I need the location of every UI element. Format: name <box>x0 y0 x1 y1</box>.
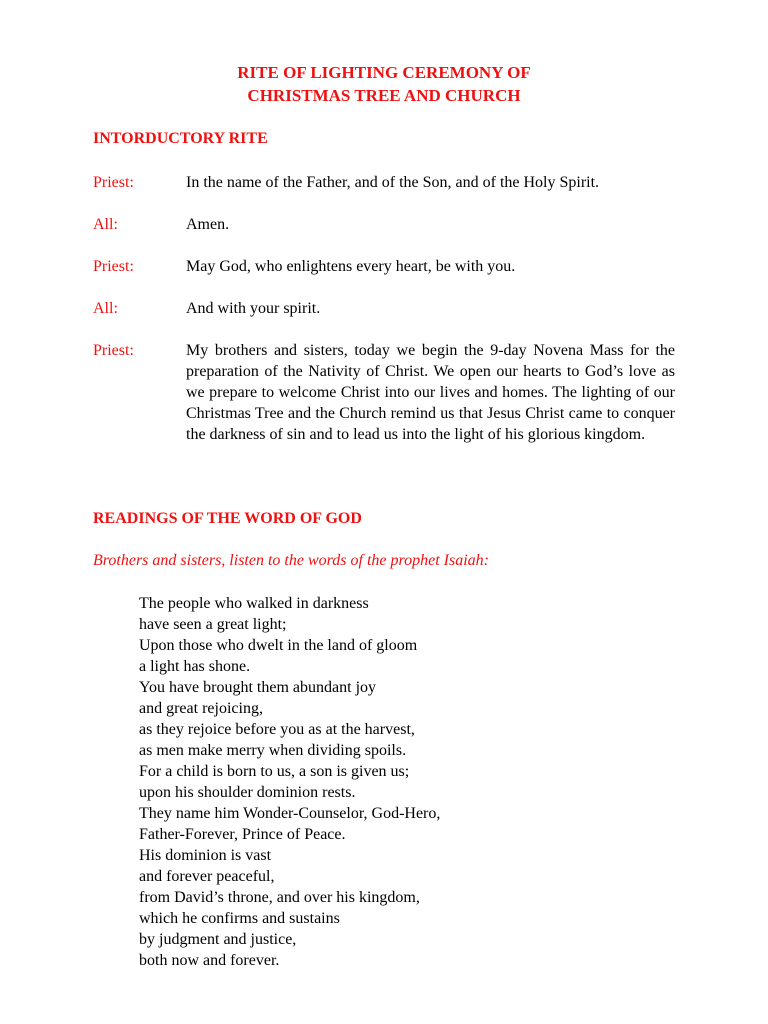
section-heading-readings: READINGS OF THE WORD OF GOD <box>93 510 362 527</box>
speaker-label: All: <box>93 300 118 317</box>
reading-line: from David’s throne, and over his kingdom, <box>139 889 420 906</box>
reading-passage <box>139 593 440 971</box>
reading-line: For a child is born to us, a son is given us; <box>139 763 410 780</box>
reading-line: Upon those who dwelt in the land of gloom <box>139 637 418 654</box>
title-line-1: RITE OF LIGHTING CEREMONY OF <box>237 63 531 82</box>
reading-line: a light has shone. <box>139 658 251 675</box>
reading-line: both now and forever. <box>139 952 280 969</box>
title-line-2: CHRISTMAS TREE AND CHURCH <box>247 86 521 105</box>
speaker-text: May God, who enlightens every heart, be with you. <box>186 258 516 275</box>
reading-line: His dominion is vast <box>139 847 272 864</box>
reading-line: and great rejoicing, <box>139 700 263 717</box>
speaker-label: Priest: <box>93 342 134 359</box>
speaker-label: Priest: <box>93 258 134 275</box>
reading-line: They name him Wonder-Counselor, God-Hero, <box>139 805 441 822</box>
reading-line: upon his shoulder dominion rests. <box>139 784 356 801</box>
reading-introduction: Brothers and sisters, listen to the words of the prophet Isaiah: <box>93 552 489 569</box>
reading-line: You have brought them abundant joy <box>139 679 377 696</box>
speaker-text: My brothers and sisters, today we begin the 9-day Novena Mass for the preparation of the Nativity of Christ. We open our hearts to God’s love as we prepare to welcome Christ into our lives and homes. The lighting of our Christmas Tree and the Church remind us that Jesus Christ came to conquer the darkness of sin and to lead us into the light of his glorious kingdom. <box>186 342 675 443</box>
reading-line: as men make merry when dividing spoils. <box>139 742 407 759</box>
section-heading-introductory-rite: INTORDUCTORY RITE <box>93 130 268 147</box>
document-title <box>0 61 768 107</box>
reading-line: by judgment and justice, <box>139 931 297 948</box>
reading-line: have seen a great light; <box>139 616 287 633</box>
speaker-label: Priest: <box>93 174 134 191</box>
reading-line: The people who walked in darkness <box>139 595 369 612</box>
reading-line: as they rejoice before you as at the harvest, <box>139 721 415 738</box>
reading-line: and forever peaceful, <box>139 868 275 885</box>
speaker-text: In the name of the Father, and of the Son, and of the Holy Spirit. <box>186 174 600 191</box>
reading-line: which he confirms and sustains <box>139 910 340 927</box>
reading-line: Father-Forever, Prince of Peace. <box>139 826 346 843</box>
speaker-text: Amen. <box>186 216 230 233</box>
speaker-label: All: <box>93 216 118 233</box>
speaker-text: And with your spirit. <box>186 300 321 317</box>
